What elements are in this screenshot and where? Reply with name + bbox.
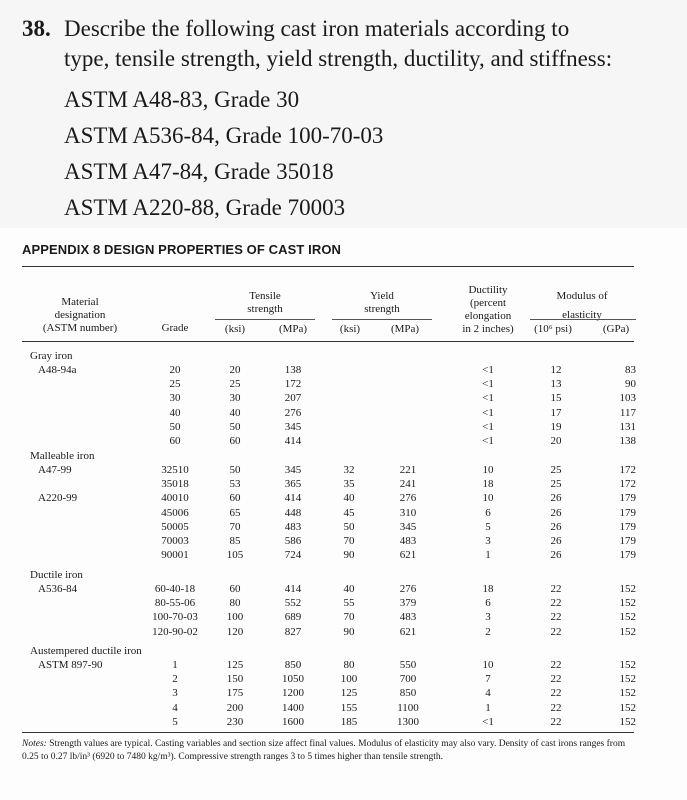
cell-grade: 60-40-18	[154, 583, 196, 595]
cell-tmpa: 1200	[282, 687, 304, 700]
cell-tmpa: 1400	[282, 701, 304, 714]
cell-epsi: 22	[550, 701, 562, 714]
cell-duct: <1	[482, 364, 494, 376]
cell-tksi: 200	[226, 701, 244, 714]
cell-yksi: 80	[343, 659, 355, 671]
cell-tmpa: 448	[284, 506, 302, 519]
cell-egpa: 179	[619, 535, 636, 547]
cell-egpa: 152	[619, 597, 636, 610]
cell-yksi: 100	[340, 673, 358, 686]
cell-ympa: 1100	[397, 701, 419, 714]
cell-tksi: 20	[229, 364, 241, 376]
header-bottom-rule	[22, 341, 634, 342]
cell-grade: 35018	[161, 478, 189, 491]
cell-epsi: 26	[550, 492, 562, 505]
cell-duct: <1	[482, 420, 494, 433]
cell-ympa: 621	[399, 625, 417, 638]
appendix-block	[0, 228, 687, 800]
header-modulus-psi: (10⁶ psi)	[534, 323, 572, 335]
group-name: Malleable iron	[30, 450, 95, 462]
cell-egpa: 152	[619, 625, 636, 638]
cell-tksi: 60	[229, 492, 241, 505]
header-yield-line: Yield	[370, 290, 394, 302]
cell-yksi: 55	[343, 597, 355, 610]
header-yield	[332, 290, 432, 316]
cell-egpa: 152	[619, 611, 636, 624]
cell-duct: 10	[482, 659, 494, 671]
cell-egpa: 172	[619, 464, 636, 476]
cell-grade: 2	[172, 673, 178, 686]
cell-grade: 100-70-03	[152, 611, 198, 624]
cell-ympa: 700	[399, 673, 417, 686]
cell-epsi: 25	[550, 478, 562, 491]
cell-ympa: 276	[399, 583, 417, 595]
cell-egpa: 179	[619, 549, 636, 562]
question-item: ASTM A47-84, Grade 35018	[64, 159, 334, 184]
question-text-line: Describe the following cast iron materials according to	[64, 16, 570, 41]
cell-tksi: 60	[229, 435, 241, 447]
cell-duct: 1	[485, 549, 491, 562]
cell-ympa: 310	[399, 506, 417, 519]
cell-grade: 3	[172, 687, 178, 700]
cell-egpa: 117	[619, 406, 636, 419]
header-modulus-line: Modulus of	[556, 290, 608, 302]
cell-tmpa: 552	[284, 597, 302, 610]
cell-egpa: 152	[619, 659, 636, 671]
cell-ympa: 276	[399, 492, 417, 505]
header-modulus-rule	[530, 319, 636, 320]
cell-tmpa: 414	[284, 492, 302, 505]
cell-epsi: 22	[550, 611, 562, 624]
cell-grade: 4	[172, 701, 178, 714]
cell-tksi: 230	[226, 715, 244, 728]
cell-epsi: 22	[550, 625, 562, 638]
cell-ympa: 483	[399, 611, 417, 624]
header-yield-line: strength	[364, 303, 400, 315]
cell-tmpa: 138	[284, 364, 302, 376]
cell-epsi: 13	[550, 378, 562, 391]
cell-egpa: 152	[619, 715, 636, 728]
cell-epsi: 26	[550, 535, 562, 547]
header-material	[30, 296, 130, 335]
cell-yksi: 45	[343, 506, 355, 519]
cell-ympa: 550	[399, 659, 417, 671]
question-item: ASTM A536-84, Grade 100-70-03	[64, 123, 384, 148]
cell-grade: 32510	[161, 464, 189, 476]
cell-epsi: 22	[550, 583, 562, 595]
cell-tksi: 53	[229, 478, 241, 491]
row-designation: A536-84	[38, 583, 78, 595]
cell-egpa: 179	[619, 506, 636, 519]
cell-grade: 70003	[161, 535, 189, 547]
cell-duct: 7	[485, 673, 491, 686]
cell-duct: <1	[482, 715, 494, 728]
cell-egpa: 152	[619, 583, 636, 595]
question-block	[0, 0, 687, 228]
cell-grade: 40010	[161, 492, 189, 505]
cell-tmpa: 172	[284, 378, 302, 391]
cell-tmpa: 483	[284, 520, 302, 533]
header-yield-mpa: (MPa)	[390, 323, 420, 335]
row-designation: A48-94a	[38, 364, 77, 376]
cell-yksi: 185	[340, 715, 358, 728]
cell-epsi: 17	[550, 406, 562, 419]
header-ductility-line: Ductility	[468, 284, 508, 296]
cell-tmpa: 827	[284, 625, 302, 638]
cell-duct: 6	[485, 597, 491, 610]
question-number: 38.	[22, 16, 51, 41]
question-item: ASTM A220-88, Grade 70003	[64, 195, 346, 220]
cell-grade: 50	[169, 420, 181, 433]
cell-egpa: 179	[619, 520, 636, 533]
cell-yksi: 40	[343, 492, 355, 505]
header-material-line: (ASTM number)	[42, 322, 118, 334]
cell-egpa: 90	[625, 378, 636, 391]
cell-tmpa: 365	[284, 478, 302, 491]
header-modulus-gpa: (GPa)	[602, 323, 630, 335]
cell-epsi: 22	[550, 715, 562, 728]
header-tensile-ksi: (ksi)	[224, 323, 246, 335]
cell-ympa: 221	[399, 464, 417, 476]
cell-egpa: 138	[619, 435, 636, 447]
cell-ympa: 379	[399, 597, 417, 610]
header-material-line: Material	[61, 296, 99, 308]
cell-tksi: 150	[226, 673, 244, 686]
group-name: Ductile iron	[30, 569, 83, 581]
cell-epsi: 26	[550, 506, 562, 519]
cell-tksi: 125	[226, 659, 244, 671]
cell-grade: 25	[169, 378, 181, 391]
cell-duct: 10	[482, 492, 494, 505]
cell-yksi: 70	[343, 535, 355, 547]
cell-yksi: 125	[340, 687, 358, 700]
cell-duct: 18	[482, 583, 494, 595]
cell-tmpa: 689	[284, 611, 302, 624]
cell-grade: 50005	[161, 520, 189, 533]
header-ductility-line: elongation	[464, 310, 512, 322]
cell-egpa: 152	[619, 701, 636, 714]
header-tensile-rule	[215, 319, 315, 320]
row-designation: A47-99	[38, 464, 72, 476]
cell-duct: 2	[485, 625, 491, 638]
cell-grade: 1	[172, 659, 178, 671]
cell-tmpa: 724	[284, 549, 302, 562]
cell-tmpa: 207	[284, 392, 302, 405]
cell-yksi: 32	[343, 464, 355, 476]
cell-grade: 80-55-06	[154, 597, 196, 610]
cell-epsi: 12	[550, 364, 562, 376]
cell-grade: 5	[172, 715, 178, 728]
header-tensile	[215, 290, 315, 316]
cell-epsi: 26	[550, 520, 562, 533]
header-modulus-line: elasticity	[562, 309, 602, 321]
cell-egpa: 172	[619, 478, 636, 491]
cell-tmpa: 414	[284, 435, 302, 447]
cell-duct: <1	[482, 406, 494, 419]
cell-grade: 30	[169, 392, 181, 405]
header-grade: Grade	[161, 322, 189, 334]
cell-tmpa: 414	[284, 583, 302, 595]
cell-duct: 5	[485, 520, 491, 533]
cell-tmpa: 586	[284, 535, 302, 547]
cell-yksi: 35	[343, 478, 355, 491]
cell-epsi: 19	[550, 420, 562, 433]
cell-tksi: 25	[229, 378, 241, 391]
cell-grade: 60	[169, 435, 181, 447]
row-designation: ASTM 897-90	[38, 659, 103, 671]
cell-tksi: 60	[229, 583, 241, 595]
cell-grade: 45006	[161, 506, 189, 519]
cell-egpa: 152	[619, 673, 636, 686]
cell-duct: 1	[485, 701, 491, 714]
header-yield-rule	[332, 319, 432, 320]
cell-duct: <1	[482, 378, 494, 391]
question-items	[64, 82, 383, 226]
appendix-title: APPENDIX 8 DESIGN PROPERTIES OF CAST IRON	[22, 242, 342, 257]
group-name: Gray iron	[30, 350, 73, 362]
cell-egpa: 179	[619, 492, 636, 505]
table-top-rule	[22, 266, 634, 267]
cell-tmpa: 1600	[282, 715, 304, 728]
cell-tksi: 120	[226, 625, 244, 638]
header-tensile-line: Tensile	[249, 290, 281, 302]
header-tensile-line: strength	[247, 303, 283, 315]
question-text-line: type, tensile strength, yield strength, ductility, and stiffness:	[64, 46, 613, 71]
cell-yksi: 90	[343, 549, 355, 562]
cell-tksi: 105	[226, 549, 244, 562]
header-modulus	[530, 290, 634, 322]
cell-epsi: 22	[550, 687, 562, 700]
cell-tksi: 70	[229, 520, 241, 533]
cell-egpa: 131	[619, 420, 636, 433]
table-notes	[22, 738, 637, 764]
cell-tksi: 175	[226, 687, 244, 700]
cell-epsi: 22	[550, 659, 562, 671]
header-material-line: designation	[54, 309, 106, 321]
cell-ympa: 345	[399, 520, 417, 533]
question-text	[64, 14, 664, 74]
cell-tksi: 50	[229, 464, 241, 476]
cell-ympa: 241	[399, 478, 417, 491]
cell-epsi: 25	[550, 464, 562, 476]
group-name: Austempered ductile iron	[30, 645, 142, 657]
cell-ympa: 483	[399, 535, 417, 547]
cell-tksi: 50	[229, 420, 241, 433]
cell-tmpa: 276	[284, 406, 302, 419]
cell-epsi: 20	[550, 435, 562, 447]
cell-yksi: 70	[343, 611, 355, 624]
cell-egpa: 83	[625, 364, 636, 376]
cell-epsi: 26	[550, 549, 562, 562]
cell-duct: 3	[485, 611, 491, 624]
cell-yksi: 90	[343, 625, 355, 638]
notes-text: Strength values are typical. Casting variables and section size affect final values. Modulus of elasticity may also vary. Density of cast irons ranges from 0.25 to 0.27 lb/in³ (6920 to 7480 kg/m³). Compressive strength ranges 3 to 5 times higher than tensile strength.	[22, 739, 626, 762]
cell-duct: 4	[485, 687, 491, 700]
notes-label: Notes:	[22, 739, 47, 749]
cell-ympa: 621	[399, 549, 417, 562]
cell-tmpa: 1050	[282, 673, 304, 686]
cell-grade: 20	[169, 364, 181, 376]
cell-tmpa: 345	[284, 464, 302, 476]
cell-epsi: 15	[550, 392, 562, 405]
header-tensile-mpa: (MPa)	[278, 323, 308, 335]
header-yield-ksi: (ksi)	[339, 323, 361, 335]
cell-tksi: 100	[226, 611, 244, 624]
cell-duct: 18	[482, 478, 494, 491]
question-item: ASTM A48-83, Grade 30	[64, 87, 300, 112]
cell-ympa: 1300	[397, 715, 419, 728]
cell-tksi: 30	[229, 392, 241, 405]
table-bottom-rule	[22, 732, 634, 733]
cell-grade: 120-90-02	[152, 625, 198, 638]
cell-duct: 3	[485, 535, 491, 547]
cell-duct: 10	[482, 464, 494, 476]
cell-epsi: 22	[550, 597, 562, 610]
cell-grade: 90001	[161, 549, 189, 562]
cell-duct: <1	[482, 392, 494, 405]
cell-tksi: 85	[229, 535, 241, 547]
cell-tksi: 80	[229, 597, 241, 610]
cell-yksi: 40	[343, 583, 355, 595]
cell-egpa: 103	[619, 392, 636, 405]
cell-egpa: 152	[619, 687, 636, 700]
cell-epsi: 22	[550, 673, 562, 686]
header-ductility-line: in 2 inches)	[462, 323, 514, 335]
cell-yksi: 50	[343, 520, 355, 533]
cell-tksi: 65	[229, 506, 241, 519]
cell-yksi: 155	[340, 701, 358, 714]
header-ductility-line: (percent	[469, 297, 507, 309]
row-designation: A220-99	[38, 492, 78, 505]
cell-tmpa: 345	[284, 420, 302, 433]
cell-tmpa: 850	[284, 659, 302, 671]
cell-ympa: 850	[399, 687, 417, 700]
cell-tksi: 40	[229, 406, 241, 419]
cell-grade: 40	[169, 406, 181, 419]
cell-duct: <1	[482, 435, 494, 447]
cell-duct: 6	[485, 506, 491, 519]
